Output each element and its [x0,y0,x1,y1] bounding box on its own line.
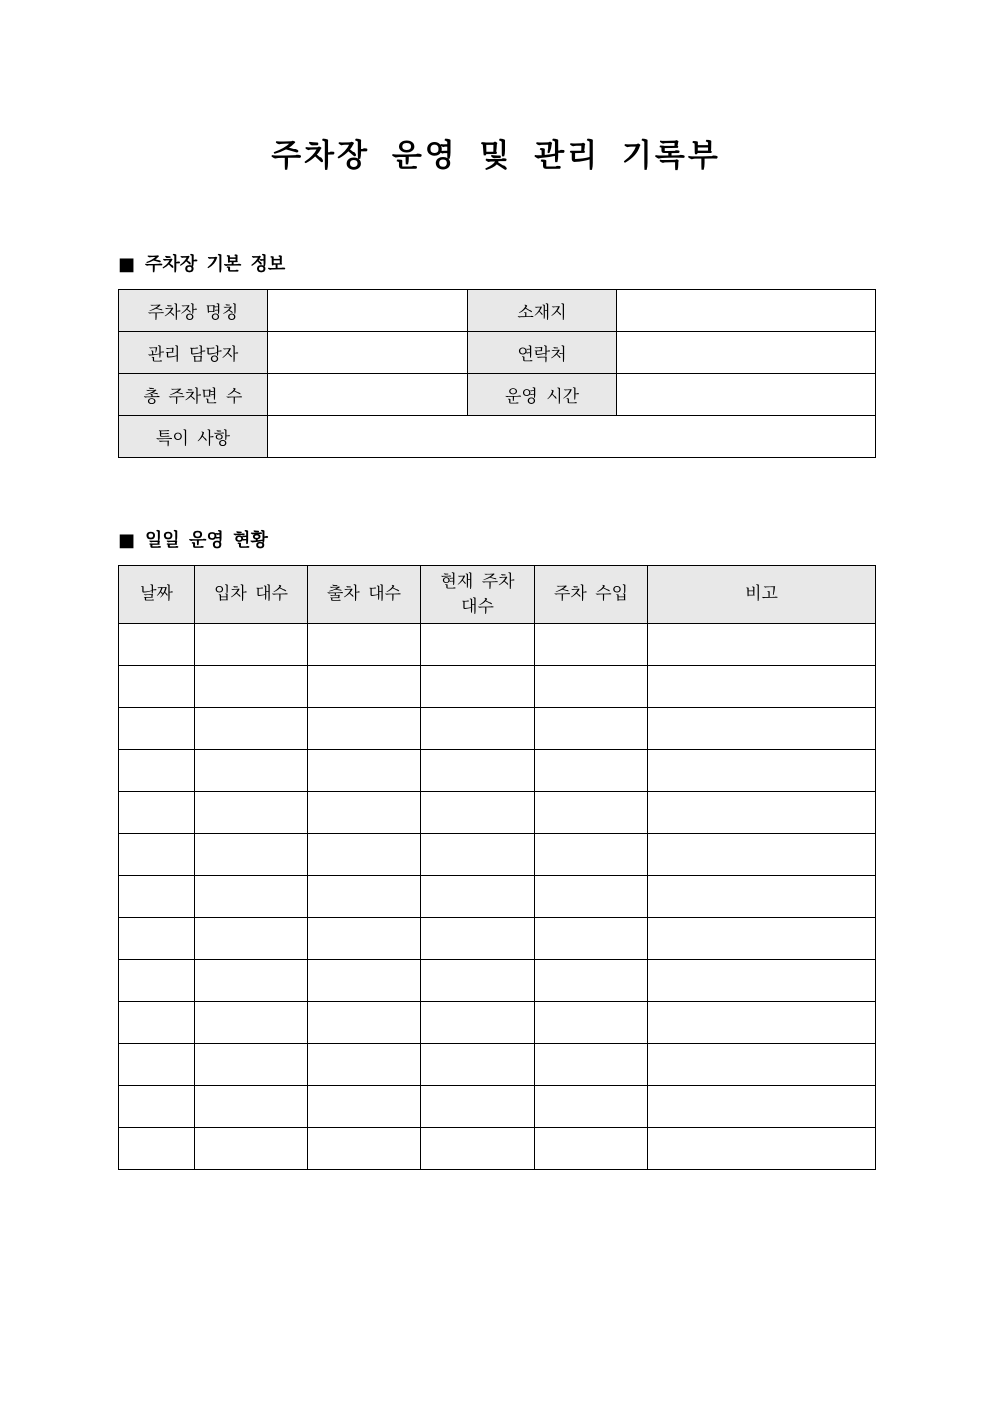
cell-current-parked[interactable] [421,708,535,750]
cell-exits[interactable] [308,1044,421,1086]
cell-current-parked[interactable] [421,624,535,666]
cell-exits[interactable] [308,1086,421,1128]
cell-current-parked[interactable] [421,1002,535,1044]
cell-current-parked[interactable] [421,792,535,834]
square-bullet-icon: ■ [118,254,136,275]
cell-revenue[interactable] [535,666,648,708]
table-row [119,1128,876,1170]
cell-current-parked[interactable] [421,960,535,1002]
cell-date[interactable] [119,1128,195,1170]
cell-revenue[interactable] [535,708,648,750]
label-parking-name: 주차장 명칭 [119,290,268,332]
field-contact[interactable] [617,332,876,374]
cell-date[interactable] [119,834,195,876]
cell-date[interactable] [119,918,195,960]
label-operating-hours: 운영 시간 [468,374,617,416]
label-contact: 연락처 [468,332,617,374]
cell-exits[interactable] [308,876,421,918]
cell-entries[interactable] [195,960,308,1002]
cell-revenue[interactable] [535,1086,648,1128]
column-header-date: 날짜 [119,566,195,624]
table-row [119,1044,876,1086]
cell-notes[interactable] [648,960,876,1002]
cell-revenue[interactable] [535,624,648,666]
label-manager: 관리 담당자 [119,332,268,374]
cell-exits[interactable] [308,750,421,792]
table-row [119,374,876,416]
cell-date[interactable] [119,1044,195,1086]
label-location: 소재지 [468,290,617,332]
cell-current-parked[interactable] [421,750,535,792]
cell-date[interactable] [119,624,195,666]
cell-entries[interactable] [195,1002,308,1044]
cell-revenue[interactable] [535,1002,648,1044]
cell-exits[interactable] [308,624,421,666]
cell-notes[interactable] [648,834,876,876]
table-row [119,708,876,750]
table-row [119,792,876,834]
cell-entries[interactable] [195,876,308,918]
section-heading-daily-status [118,528,268,554]
cell-notes[interactable] [648,876,876,918]
field-operating-hours[interactable] [617,374,876,416]
cell-notes[interactable] [648,1044,876,1086]
cell-notes[interactable] [648,1128,876,1170]
cell-entries[interactable] [195,834,308,876]
column-header-entries: 입차 대수 [195,566,308,624]
section-heading-text: 일일 운영 현황 [145,530,268,551]
cell-revenue[interactable] [535,960,648,1002]
table-row [119,416,876,458]
field-location[interactable] [617,290,876,332]
cell-current-parked[interactable] [421,1044,535,1086]
table-row [119,750,876,792]
table-row [119,332,876,374]
cell-revenue[interactable] [535,792,648,834]
square-bullet-icon: ■ [118,530,136,551]
label-remarks: 특이 사항 [119,416,268,458]
cell-exits[interactable] [308,792,421,834]
cell-exits[interactable] [308,960,421,1002]
daily-status-body [119,624,876,1170]
cell-current-parked[interactable] [421,918,535,960]
cell-date[interactable] [119,792,195,834]
column-header-revenue: 주차 수입 [535,566,648,624]
cell-exits[interactable] [308,918,421,960]
cell-revenue[interactable] [535,750,648,792]
cell-entries[interactable] [195,708,308,750]
cell-revenue[interactable] [535,1044,648,1086]
table-row [119,876,876,918]
table-row [119,1002,876,1044]
cell-notes[interactable] [648,1086,876,1128]
section-heading-basic-info [118,252,285,278]
cell-notes[interactable] [648,624,876,666]
cell-exits[interactable] [308,708,421,750]
section-heading-text: 주차장 기본 정보 [145,254,286,275]
cell-notes[interactable] [648,918,876,960]
cell-notes[interactable] [648,666,876,708]
table-row [119,1086,876,1128]
cell-entries[interactable] [195,624,308,666]
cell-revenue[interactable] [535,876,648,918]
cell-revenue[interactable] [535,834,648,876]
cell-entries[interactable] [195,792,308,834]
document-title: 주차장 운영 및 관리 기록부 [271,138,721,174]
field-manager[interactable] [268,332,468,374]
column-header-notes: 비고 [648,566,876,624]
cell-date[interactable] [119,708,195,750]
cell-current-parked[interactable] [421,876,535,918]
table-row [119,960,876,1002]
field-total-spaces[interactable] [268,374,468,416]
cell-current-parked[interactable] [421,666,535,708]
cell-current-parked[interactable] [421,1128,535,1170]
cell-entries[interactable] [195,1044,308,1086]
cell-revenue[interactable] [535,918,648,960]
table-row [119,834,876,876]
field-remarks[interactable] [268,416,876,458]
cell-notes[interactable] [648,1002,876,1044]
column-header-current-parked: 현재 주차 대수 [421,566,535,624]
cell-exits[interactable] [308,1128,421,1170]
cell-notes[interactable] [648,792,876,834]
cell-notes[interactable] [648,750,876,792]
cell-entries[interactable] [195,750,308,792]
cell-notes[interactable] [648,708,876,750]
daily-status-table [118,565,876,1170]
cell-exits[interactable] [308,1002,421,1044]
table-row [119,666,876,708]
field-parking-name[interactable] [268,290,468,332]
cell-exits[interactable] [308,834,421,876]
cell-date[interactable] [119,750,195,792]
cell-current-parked[interactable] [421,1086,535,1128]
cell-entries[interactable] [195,918,308,960]
cell-entries[interactable] [195,1086,308,1128]
table-header-row [119,566,876,624]
table-row [119,290,876,332]
basic-info-table [118,289,876,458]
cell-entries[interactable] [195,666,308,708]
cell-date[interactable] [119,1002,195,1044]
cell-current-parked[interactable] [421,834,535,876]
cell-entries[interactable] [195,1128,308,1170]
table-row [119,918,876,960]
cell-date[interactable] [119,1086,195,1128]
cell-date[interactable] [119,876,195,918]
column-header-exits: 출차 대수 [308,566,421,624]
label-total-spaces: 총 주차면 수 [119,374,268,416]
table-row [119,624,876,666]
cell-revenue[interactable] [535,1128,648,1170]
cell-date[interactable] [119,960,195,1002]
cell-exits[interactable] [308,666,421,708]
cell-date[interactable] [119,666,195,708]
